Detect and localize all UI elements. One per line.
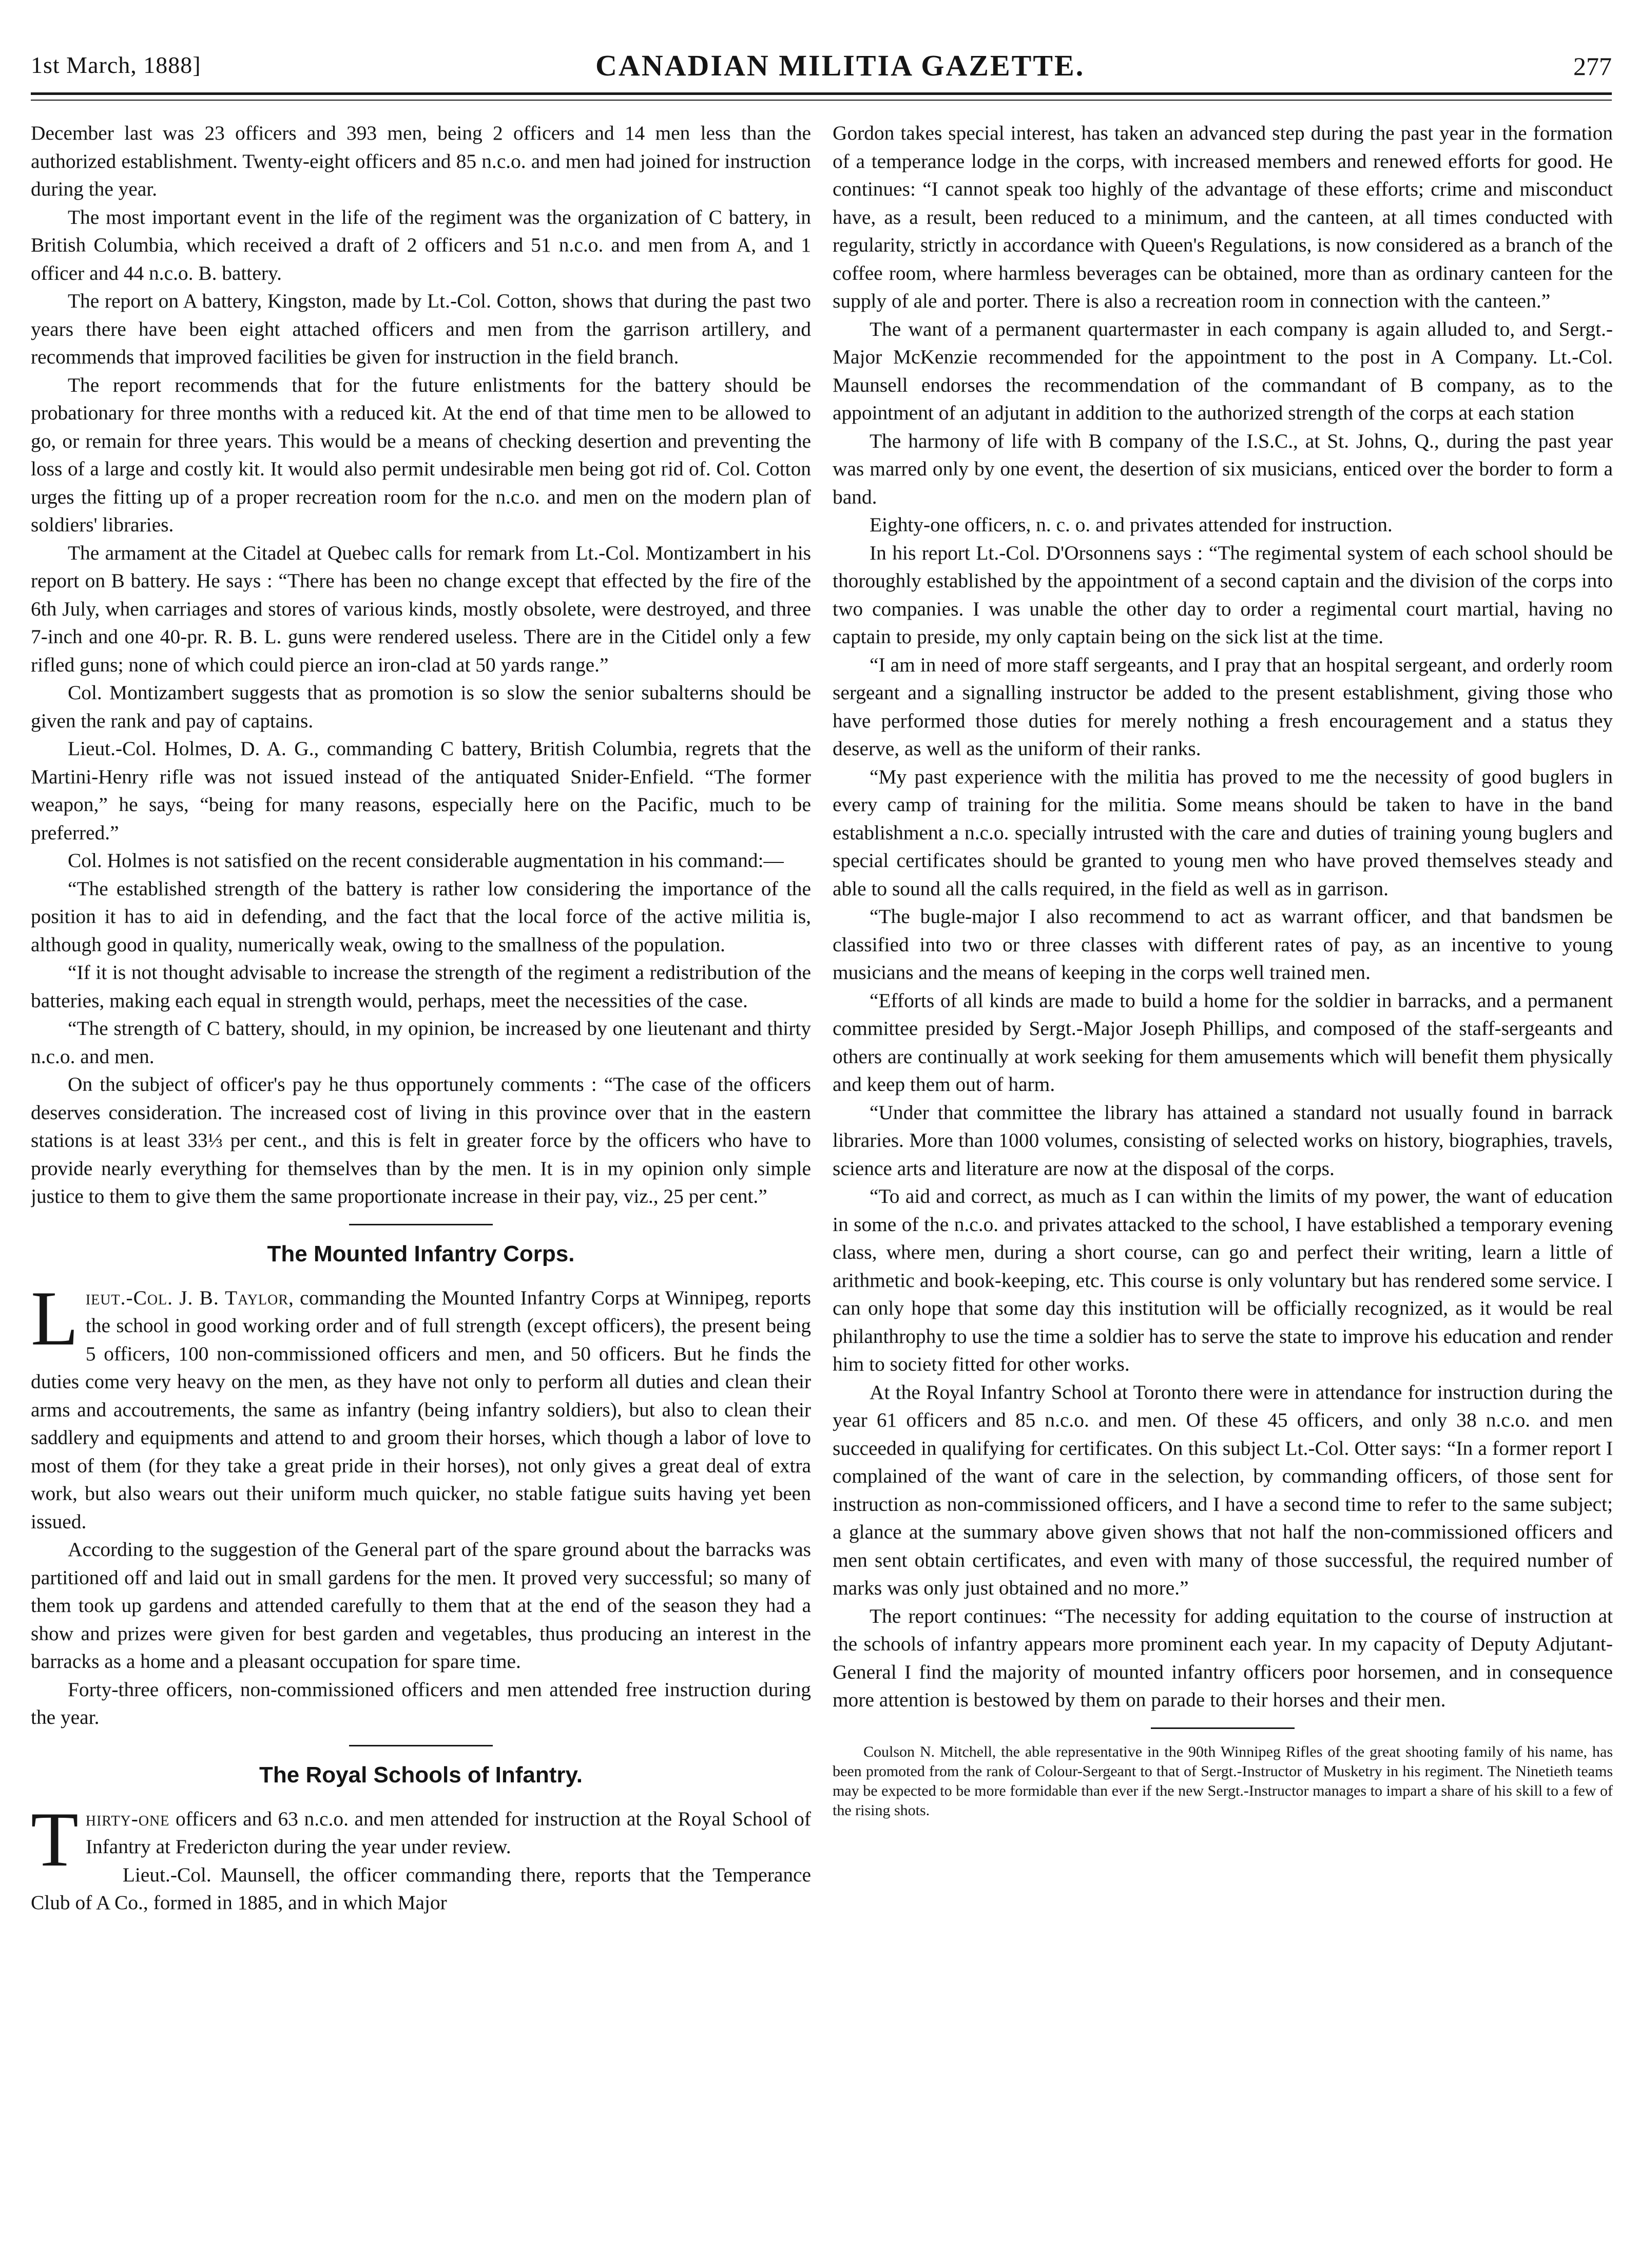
paragraph: According to the suggestion of the General part of the spare ground about the barracks was partitioned off and laid out in small gardens for the men. It proved very successful; so many of them took up gardens and attended carefully to them that at the end of the season they had a show and prizes were given for best garden and vegetables, thus producing an interest in the barracks as a home and a pleasant occupation for spare time.	[31, 1538, 811, 1673]
lead-small-caps: ieut.-Col. J. B. Taylor,	[85, 1286, 294, 1309]
section-heading-royal-schools: The Royal Schools of Infantry.	[259, 1762, 583, 1788]
footnote	[833, 1742, 1613, 1820]
paragraph: Gordon takes special interest, has taken an advanced step during the past year in the formation of a temperance lodge in the corps, with increased members and renewed efforts for good. He continues: “I cannot speak too highly of the advantage of these efforts; crime and misconduct have, as a result, been reduced to a minimum, and the canteen, at all times conducted with regularity, strictly in accordance with Queen's Regulations, is now considered as a branch of the coffee room, where harmless beverages can be obtained, more than as ordinary canteen for the supply of ale and porter. There is also a recreation room in connection with the canteen.”	[833, 122, 1613, 312]
paragraph: “I am in need of more staff sergeants, and I pray that an hospital sergeant, and orderly room sergeant and a signalling instructor be added to the present establishment, giving those who have performed those duties for merely nothing a fresh encouragement and a status they deserve, as well as the uniform of their ranks.	[833, 653, 1613, 760]
paragraph: “The strength of C battery, should, in my opinion, be increased by one lieutenant and thirty n.c.o. and men.	[31, 1017, 811, 1068]
paragraph: “The established strength of the battery is rather low considering the importance of the position it has to aid in defending, and the fact that the local force of the active militia is, although good in quality, numerically weak, owing to the smallness of the population.	[31, 877, 811, 956]
paragraph: “To aid and correct, as much as I can within the limits of my power, the want of education in some of the n.c.o. and privates attacked to the school, I have established a temporary evening class, where men, during a short course, can go and perfect their writing, learn a little of arithmetic and book-keeping, etc. This course is only voluntary but has rendered some service. I can only hope that some day this institution will be officially recognized, as it would be real philanthrophy to use the time a soldier has to serve the state to improve his education and render him to society fitted for other works.	[833, 1185, 1613, 1375]
paragraph: “If it is not thought advisable to increase the strength of the regiment a redistribution of the batteries, making each equal in strength would, perhaps, meet the necessities of the case.	[31, 961, 811, 1012]
paragraph: “The bugle-major I also recommend to act as warrant officer, and that bandsmen be classified into two or three classes with different rates of pay, as an incentive to young musicians and the means of keeping in the corps well trained men.	[833, 905, 1613, 984]
paragraph: The most important event in the life of the regiment was the organization of C battery, in British Columbia, which received a draft of 2 officers and 51 n.c.o. and men from A, and 1 officer and 44 n.c.o. B. battery.	[31, 205, 811, 284]
paragraph: The report continues: “The necessity for adding equitation to the course of instruction at the schools of infantry appears more prominent each year. In my capacity of Deputy Adjutant-General I find the majority of mounted infantry officers poor horsemen, and in consequence more attention is bestowed by them on parade to their horses and their men.	[833, 1604, 1613, 1711]
paragraph: Col. Montizambert suggests that as promotion is so slow the senior subalterns should be given the rank and pay of captains.	[31, 681, 811, 732]
lead-text: commanding the Mounted Infantry Corps at Winnipeg, reports the school in good working order and of full strength (except officers), the present being 5 officers, 100 non-commissioned officers and men, and 50 officers. But he finds the duties come very heavy on the men, as they have not only to perform all duties and clean their arms and accoutrements, the same as infantry (being infantry soldiers), but also to clean their saddlery and equipments and attend to and groom their horses, which though a labor of love to most of them (for they take a great pride in their horses), not only gives a great deal of extra work, but also wears out their uniform much quicker, no stable fatigue suits having yet been issued.	[31, 1286, 811, 1533]
paragraph: Col. Holmes is not satisfied on the recent considerable augmentation in his command:—	[68, 849, 784, 872]
paragraph: The armament at the Citadel at Quebec calls for remark from Lt.-Col. Montizambert in his report on B battery. He says : “There has been no change except that effected by the fire of the 6th July, when carriages and stores of various kinds, mostly obsolete, were destroyed, and three 7-inch and one 40-pr. R. B. L. guns were rendered useless. There are in the Citidel only a few rifled guns; none of which could pierce an iron-clad at 50 yards range.”	[31, 541, 811, 676]
header-rule-thick	[31, 92, 1612, 95]
paragraph: December last was 23 officers and 393 men, being 2 officers and 14 men less than the authorized establishment. Twenty-eight officers and 85 n.c.o. and men had joined for instruction during the year.	[31, 122, 811, 200]
footnote-text: Coulson N. Mitchell, the able representative in the 90th Winnipeg Rifles of the great shooting family of his name, has been promoted from the rank of Colour-Sergeant to that of Sergt.-Instructor of Musketry in his regiment. The Ninetieth teams may be expected to be more formidable than ever if the new Sergt.-Instructor manages to impart a share of his skill to a few of the rising shots.	[833, 1743, 1613, 1819]
page-number: 277	[1573, 52, 1612, 81]
right-column	[833, 119, 1613, 2239]
drop-cap: T	[31, 1796, 79, 1882]
paragraph: “Efforts of all kinds are made to build a home for the soldier in barracks, and a permanent committee presided by Sergt.-Major Joseph Phillips, and composed of the staff-sergeants and others are continually at work seeking for them amusements which will benefit them physically and keep them out of harm.	[833, 989, 1613, 1095]
paragraph: The harmony of life with B company of the I.S.C., at St. Johns, Q., during the past year was marred only by one event, the desertion of six musicians, enticed over the border to form a band.	[833, 429, 1613, 508]
page-header	[31, 51, 1612, 92]
paragraph: Forty-three officers, non-commissioned officers and men attended free instruction during the year.	[31, 1678, 811, 1728]
paragraph: Lieut.-Col. Maunsell, the officer commanding there, reports that the Temperance Club of A Co., formed in 1885, and in which Major	[31, 1863, 811, 1914]
paragraph: Eighty-one officers, n. c. o. and privates attended for instruction.	[870, 513, 1393, 536]
paragraph: On the subject of officer's pay he thus opportunely comments : “The case of the officers deserves consideration. The increased cost of living in this province over that in the eastern stations is at least 33⅓ per cent., and this is felt in greater force by the officers who have to provide nearly everything for themselves than by the men. It is in my opinion only simple justice to them to give them the same proportionate increase in their pay, viz., 25 per cent.”	[31, 1073, 811, 1207]
paragraph: The want of a permanent quartermaster in each company is again alluded to, and Sergt.-Major McKenzie recommended for the appointment to the post in A Company. Lt.-Col. Maunsell endorses the recommendation of the commandant of B company, as to the appointment of an adjutant in addition to the authorized strength of the corps at each station	[833, 317, 1613, 424]
lead-text: officers and 63 n.c.o. and men attended for instruction at the Royal School of Infantry at Fredericton during the year under review.	[85, 1807, 811, 1858]
section-divider	[349, 1745, 493, 1746]
section-divider	[349, 1224, 493, 1225]
section-heading-mounted-infantry: The Mounted Infantry Corps.	[267, 1241, 575, 1266]
lead-small-caps: hirty-one	[85, 1807, 170, 1830]
header-date: 1st March, 1888]	[31, 52, 201, 78]
paragraph: In his report Lt.-Col. D'Orsonnens says : “The regimental system of each school should be thoroughly established by the appointment of a second captain and the division of the corps into two companies. I was unable the other day to order a regimental court martial, having no captain to preside, my only captain being on the sick list at the time.	[833, 541, 1613, 648]
article-lead-paragraph	[31, 1796, 811, 1882]
header-rule-thin	[31, 100, 1612, 101]
publication-title: CANADIAN MILITIA GAZETTE.	[595, 49, 1085, 82]
paragraph: The report recommends that for the future enlistments for the battery should be probationary for three months with a reduced kit. At the end of that time men to be allowed to go, or remain for three years. This would be a means of checking desertion and preventing the loss of a large and costly kit. It would also permit undesirable men being got rid of. Col. Cotton urges the fitting up of a proper recreation room for the n.c.o. and men on the modern plan of soldiers' libraries.	[31, 373, 811, 536]
paragraph: Lieut.-Col. Holmes, D. A. G., commanding C battery, British Columbia, regrets that the Martini-Henry rifle was not issued instead of the antiquated Snider-Enfield. “The former weapon,” he says, “being for many reasons, especially here on the Pacific, much to be preferred.”	[31, 737, 811, 844]
paragraph: At the Royal Infantry School at Toronto there were in attendance for instruction during the year 61 officers and 85 n.c.o. and men. Of these 45 officers, and only 38 n.c.o. and men succeeded in qualifying for certificates. On this subject Lt.-Col. Otter says: “In a former report I complained of the want of care in the selection, by commanding officers, of those sent for instruction as non-commissioned officers, and I have a second time to refer to the same subject; a glance at the summary above given shows that not half the non-commissioned officers and men sent obtain certificates, and even with many of those successful, the required number of marks was only just obtained and no more.”	[833, 1380, 1613, 1599]
drop-cap: L	[31, 1275, 79, 1361]
paragraph: “My past experience with the militia has proved to me the necessity of good buglers in every camp of training for the militia. Some means should be taken to have in the band establishment a n.c.o. specially intrusted with the care and duties of training young buglers and special certificates should be granted to young men who have proved themselves steady and able to sound all the calls required, in the field as well as in garrison.	[833, 765, 1613, 900]
footnote-divider	[1151, 1727, 1295, 1729]
left-column	[31, 119, 811, 2239]
article-lead-paragraph	[31, 1275, 811, 1536]
paragraph: “Under that committee the library has attained a standard not usually found in barrack libraries. More than 1000 volumes, consisting of selected works on history, biographies, travels, science arts and literature are now at the disposal of the corps.	[833, 1101, 1613, 1180]
paragraph: The report on A battery, Kingston, made by Lt.-Col. Cotton, shows that during the past two years there have been eight attached officers and men from the garrison artillery, and recommends that improved facilities be given for instruction in the field branch.	[31, 290, 811, 368]
